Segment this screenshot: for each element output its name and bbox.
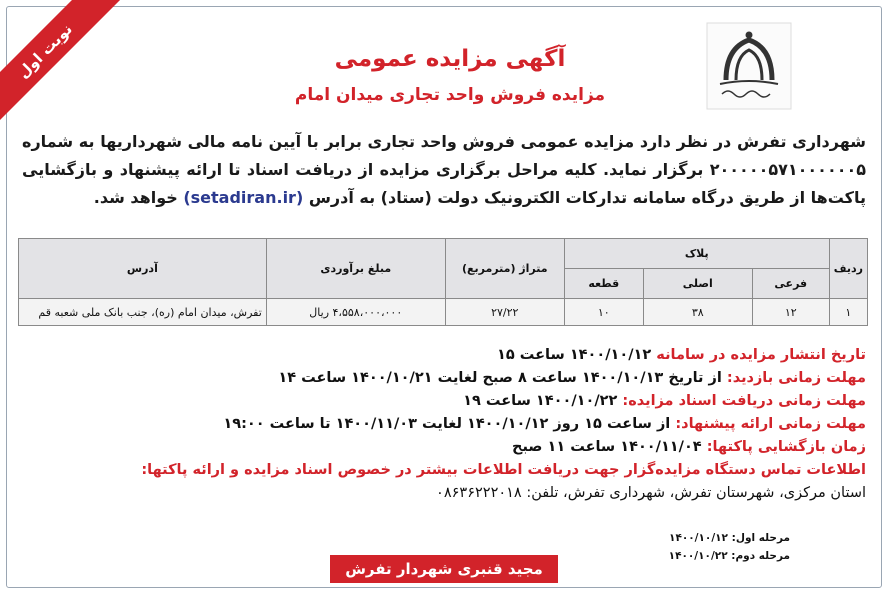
opening-time-row: [22, 436, 866, 459]
visit-deadline-value: از تاریخ ۱۴۰۰/۱۰/۱۳ ساعت ۸ صبح لغایت ۱۴۰۰/۱۰/۲۱ ساعت ۱۴: [278, 370, 722, 386]
intro-site-link[interactable]: (setadiran.ir): [183, 188, 304, 207]
schedule-section: [22, 344, 866, 505]
proposal-deadline-row: [22, 413, 866, 436]
table-row: [19, 299, 868, 326]
header-fari: فرعی: [752, 269, 829, 299]
visit-deadline-label: مهلت زمانی بازدید:: [726, 370, 866, 386]
round-badge-label: نوبت اول: [0, 0, 124, 130]
documents-deadline-row: [22, 390, 866, 413]
proposal-deadline-value: از ساعت ۱۵ روز ۱۴۰۰/۱۰/۱۲ لغایت ۱۴۰۰/۱۱/۰۳ تا ساعت ۱۹:۰۰: [223, 416, 671, 432]
publish-date-value: ۱۴۰۰/۱۰/۱۲ ساعت ۱۵: [497, 347, 652, 363]
round-badge: [0, 0, 128, 148]
header-plak: پلاک: [564, 239, 829, 269]
stage-two-date: مرحله دوم: ۱۴۰۰/۱۰/۲۲: [668, 550, 790, 562]
publish-date-row: [22, 344, 866, 367]
opening-time-value: ۱۴۰۰/۱۱/۰۴ ساعت ۱۱ صبح: [512, 439, 702, 455]
documents-deadline-label: مهلت زمانی دریافت اسناد مزایده:: [622, 393, 866, 409]
intro-paragraph: [22, 128, 866, 212]
header-gheta: قطعه: [564, 269, 643, 299]
signature-footer: مجید قنبری شهردار تفرش: [330, 555, 558, 583]
cell-area: ۲۷/۲۲: [445, 299, 564, 326]
proposal-deadline-label: مهلت زمانی ارائه پیشنهاد:: [675, 416, 866, 432]
property-table: [18, 238, 868, 326]
municipality-logo: [706, 22, 792, 110]
cell-address: تفرش، میدان امام (ره)، جنب بانک ملی شعبه قم: [19, 299, 267, 326]
page-subtitle: مزایده فروش واحد تجاری میدان امام: [294, 85, 606, 105]
visit-deadline-row: [22, 367, 866, 390]
header-price: مبلغ برآوردی: [266, 239, 445, 299]
cell-row-number: ۱: [829, 299, 867, 326]
intro-end: خواهد شد.: [93, 188, 178, 207]
header-asli: اصلی: [643, 269, 752, 299]
page-title: آگهی مزایده عمومی: [334, 46, 566, 72]
cell-price: ۴،۵۵۸،۰۰۰،۰۰۰ ریال: [266, 299, 445, 326]
header-address: آدرس: [19, 239, 267, 299]
contact-details: استان مرکزی، شهرستان تفرش، شهرداری تفرش، تلفن: ۰۸۶۳۶۲۲۲۰۱۸: [436, 485, 866, 501]
header-area: متراژ (مترمربع): [445, 239, 564, 299]
intro-text: شهرداری تفرش در نظر دارد مزایده عمومی فروش واحد تجاری برابر با آیین نامه مالی شهرداریها به شماره ۲۰۰۰۰۰۵۷۱۰۰۰۰۰۰۵ برگزار نماید. کلیه مراحل برگزاری مزایده از دریافت اسناد تا ارائه پیشنهاد و بازگشایی پاکت‌ها از طریق درگاه سامانه تدارکات الکترونیک دولت (ستاد) به آدرس: [22, 132, 866, 207]
opening-time-label: زمان بازگشایی پاکتها:: [706, 439, 866, 455]
cell-asli: ۳۸: [643, 299, 752, 326]
publish-date-label: تاریخ انتشار مزایده در سامانه: [656, 347, 866, 363]
cell-gheta: ۱۰: [564, 299, 643, 326]
header-row-number: ردیف: [829, 239, 867, 299]
documents-deadline-value: ۱۴۰۰/۱۰/۲۲ ساعت ۱۹: [463, 393, 618, 409]
stage-one-date: مرحله اول: ۱۴۰۰/۱۰/۱۲: [669, 532, 790, 544]
contact-title: اطلاعات تماس دستگاه مزایده‌گزار جهت دریافت اطلاعات بیشتر در خصوص اسناد مزایده و ارائه پاکتها:: [141, 462, 866, 478]
cell-fari: ۱۲: [752, 299, 829, 326]
